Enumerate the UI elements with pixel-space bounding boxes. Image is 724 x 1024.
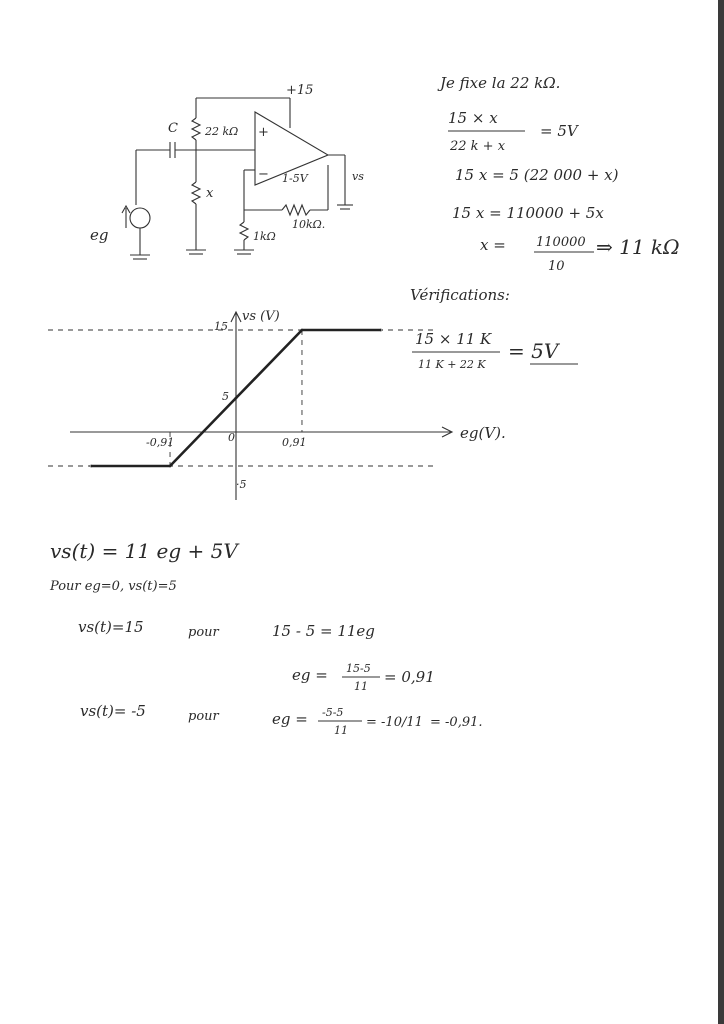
calc-line-1: Je fixe la 22 kΩ. (440, 74, 561, 92)
r10k-label: 10kΩ. (292, 218, 326, 231)
r1k-label: 1kΩ (253, 230, 276, 243)
tick-label-neg091: -0,91 (146, 436, 175, 449)
calc-line-5-num: 110000 (536, 235, 586, 250)
note-vs-minus5: vs(t)= -5 (80, 702, 146, 720)
vs-output-label: vs (352, 170, 364, 183)
calc-frac-numerator: 15 × x (448, 109, 498, 127)
supply-minus5-label: 1-5V (282, 172, 308, 185)
calc-frac-denominator: 22 k + x (450, 139, 506, 154)
note-vs15: vs(t)=15 (78, 618, 144, 636)
tick-label-15: 15 (214, 320, 228, 333)
verification-title: Vérifications: (410, 286, 510, 304)
calc-frac-equals: = 5V (540, 122, 578, 140)
verification-result: = 5V (508, 339, 559, 363)
note-pour-2: pour (188, 709, 219, 724)
verification-numerator: 15 × 11 K (415, 330, 492, 348)
note-eg-zero: Pour eg=0, vs(t)=5 (50, 579, 177, 594)
note-eg-eq-1: eg = (292, 666, 328, 684)
x-axis-label: eg(V). (460, 424, 506, 442)
eg-source-label: eg (90, 226, 109, 244)
notes-block (49, 539, 483, 737)
note-minus10-over-11: = -10/11 (366, 715, 423, 730)
calc-line-5-lhs: x = (480, 236, 506, 254)
calc-line-3: 15 x = 5 (22 000 + x) (455, 166, 619, 184)
note-formula: vs(t) = 11 eg + 5V (50, 539, 238, 563)
calc-line-4: 15 x = 110000 + 5x (452, 204, 604, 222)
tick-label-pos091: 0,91 (282, 436, 307, 449)
calculation-block (410, 74, 680, 371)
note-15-minus-5: 15 - 5 = 11eg (272, 622, 375, 640)
capacitor-label: C (168, 121, 178, 136)
minus-input-label: − (258, 167, 269, 182)
note-eg-eq-2: eg = (272, 710, 308, 728)
note-frac1-den: 11 (354, 680, 368, 693)
note-frac1-num: 15-5 (346, 662, 371, 675)
supply-plus15-label: +15 (286, 83, 314, 98)
rx-label: x (206, 186, 214, 201)
y-axis-label: vs (V) (242, 309, 280, 324)
plus-input-label: + (258, 125, 269, 140)
note-pour-1: pour (188, 625, 219, 640)
tick-label-zero: 0 (228, 431, 235, 444)
note-result-neg091: = -0,91. (430, 715, 483, 730)
r22-label: 22 kΩ (205, 125, 239, 138)
calc-line-5-result: ⇒ 11 kΩ (596, 235, 680, 259)
note-frac2-num: -5-5 (322, 706, 344, 719)
note-frac2-den: 11 (334, 724, 348, 737)
note-result-091: = 0,91 (384, 668, 435, 686)
tick-label-5: 5 (222, 390, 229, 403)
tick-label-minus5: ·5 (236, 478, 247, 491)
verification-denominator: 11 K + 22 K (418, 358, 486, 371)
circuit-diagram (90, 83, 364, 259)
calc-line-5-den: 10 (548, 259, 565, 274)
